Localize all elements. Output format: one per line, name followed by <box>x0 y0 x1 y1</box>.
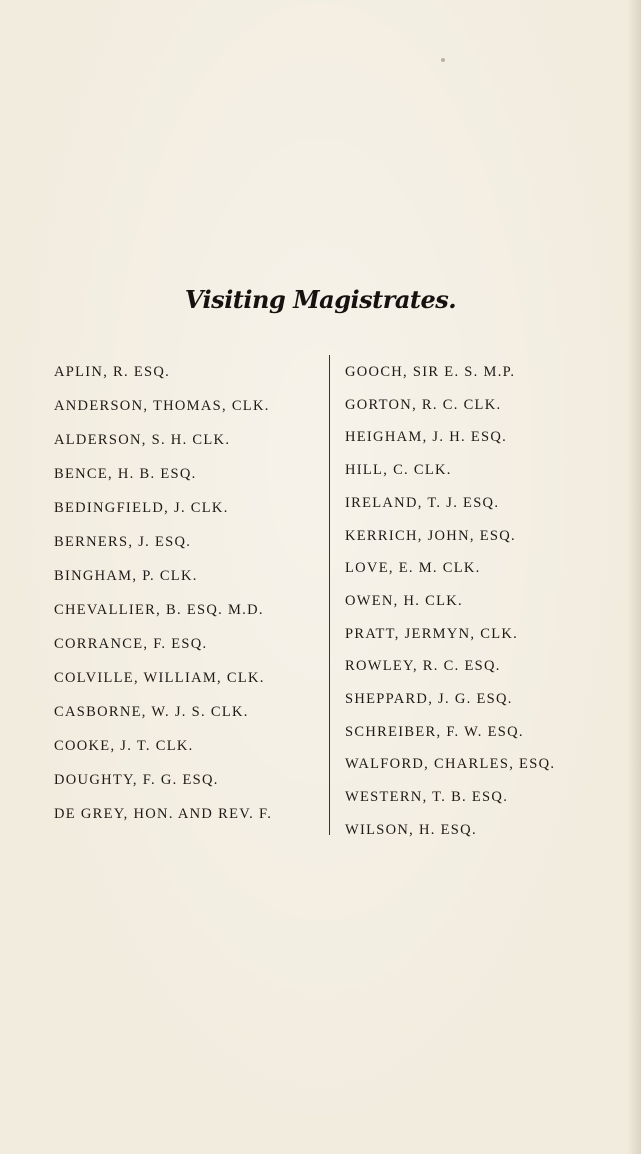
name-entry: DE GREY, HON. AND REV. F. <box>54 806 273 822</box>
name-entry: ROWLEY, R. C. ESQ. <box>345 658 501 674</box>
name-entry: WALFORD, CHARLES, ESQ. <box>345 756 556 772</box>
name-entry: IRELAND, T. J. ESQ. <box>345 495 500 511</box>
paper-speck <box>441 58 445 62</box>
name-entry: SHEPPARD, J. G. ESQ. <box>345 691 513 707</box>
name-entry: COOKE, J. T. CLK. <box>54 738 194 754</box>
name-entry: OWEN, H. CLK. <box>345 593 463 609</box>
name-entry: DOUGHTY, F. G. ESQ. <box>54 772 219 788</box>
name-entry: LOVE, E. M. CLK. <box>345 560 481 576</box>
name-entry: BEDINGFIELD, J. CLK. <box>54 500 229 516</box>
name-entry: BERNERS, J. ESQ. <box>54 534 192 550</box>
name-entry: KERRICH, JOHN, ESQ. <box>345 528 516 544</box>
page-edge-shadow <box>627 0 641 1154</box>
name-entry: APLIN, R. ESQ. <box>54 364 171 380</box>
name-entry: WILSON, H. ESQ. <box>345 822 477 838</box>
name-entry: CORRANCE, F. ESQ. <box>54 636 208 652</box>
name-entry: HILL, C. CLK. <box>345 462 452 478</box>
name-entry: CASBORNE, W. J. S. CLK. <box>54 704 249 720</box>
name-entry: BENCE, H. B. ESQ. <box>54 466 197 482</box>
name-entry: HEIGHAM, J. H. ESQ. <box>345 429 508 445</box>
name-entry: GORTON, R. C. CLK. <box>345 397 502 413</box>
name-entry: COLVILLE, WILLIAM, CLK. <box>54 670 265 686</box>
column-divider <box>329 355 330 835</box>
name-entry: CHEVALLIER, B. ESQ. M.D. <box>54 602 264 618</box>
name-entry: GOOCH, SIR E. S. M.P. <box>345 364 516 380</box>
name-entry: BINGHAM, P. CLK. <box>54 568 198 584</box>
name-entry: WESTERN, T. B. ESQ. <box>345 789 509 805</box>
name-entry: ALDERSON, S. H. CLK. <box>54 432 231 448</box>
name-entry: PRATT, JERMYN, CLK. <box>345 626 519 642</box>
name-entry: SCHREIBER, F. W. ESQ. <box>345 724 524 740</box>
page-heading: Visiting Magistrates. <box>184 285 457 314</box>
name-entry: ANDERSON, THOMAS, CLK. <box>54 398 270 414</box>
